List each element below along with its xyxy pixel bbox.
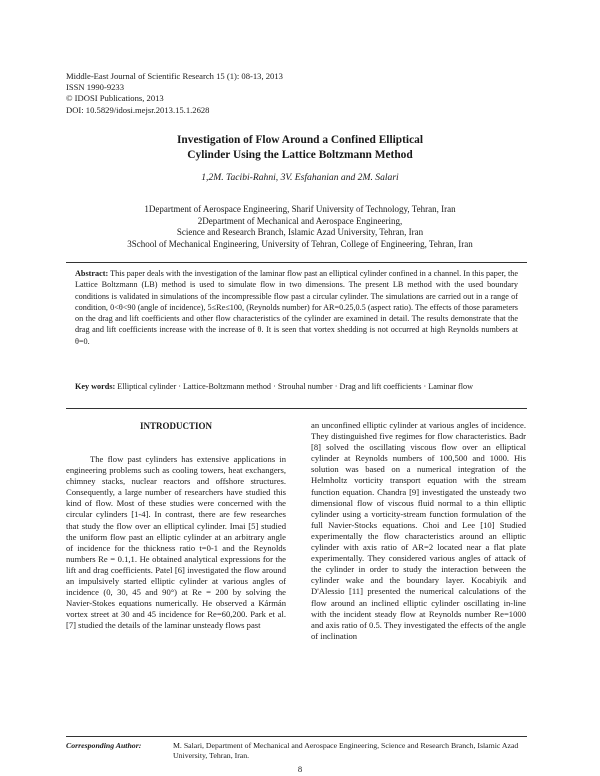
keywords [75, 381, 518, 392]
affiliation: 3School of Mechanical Engineering, University of Tehran, College of Engineering, Tehran, Iran [127, 238, 473, 249]
abstract-top-rule [66, 262, 527, 263]
affiliations [0, 204, 600, 250]
affiliation: 2Department of Mechanical and Aerospace Engineering, [197, 215, 403, 226]
right-column [311, 420, 526, 642]
keywords-bottom-rule [66, 408, 527, 409]
abstract-label: Abstract: [75, 269, 109, 278]
corresponding-author-note [66, 741, 527, 761]
keyword: · Lattice-Boltzmann method [178, 382, 271, 391]
paragraph: The flow past cylinders has extensive applications in engineering problems such as cooling towers, heat exchangers, chimney stacks, nuclear reactors and offshore structures. Consequently, a large number of researchers have studied this kind of flow. Most of these studies were concerned with the circular cylinders [1-4]. In contrast, there are few researches that study the flow over an elliptical cylinder. Imai [5] studied the uniform flow past an elliptic cylinder at an arbitrary angle of incidence for the thickness ratio t=0-1 and the Reynolds numbers Re = 0.1,1. He obtained analytical expressions for the lift and drag coefficients. Patel [6] investigated the flow around an impulsively started elliptic cylinder at various angles of incidence (0, 30, 45 and 90°) at Re = 200 by solving the Navier-Stokes equations numerically. He observed a Kármán vortex street at 30 and 45 incidence for Re=60,200. Park et al. [7] studied the details of the laminar unsteady flows past [66, 454, 286, 631]
keyword: Elliptical cylinder [117, 382, 177, 391]
keywords-label: Key words: [75, 382, 116, 391]
abstract-text: This paper deals with the investigation of the laminar flow past an elliptical cylinder confined in a channel. In this paper, the Lattice Boltzmann (LB) method is used to simulate flow in two dimensions. The present LB method with the used boundary conditions is validated in simulations of the incompressible flow past a circular cylinder. The simulations are carried out in a range of condition, 0<θ<90 (angle of incidence), 5≤Re≤100, (Reynolds number) for AR=0.25,0.5 (aspect ratio). The effects of those parameters on the drag and lift coefficients and other flow characteristics of the cylinder are examined in detail. The results demonstrate that the drag and lift coefficients increase with the increase of θ. It is seen that vortex shedding is not occurred at high Reynolds numbers at θ=0. [75, 269, 519, 346]
left-column [66, 454, 286, 632]
journal-issn: ISSN 1990-9233 [66, 82, 125, 93]
paragraph: an unconfined elliptic cylinder at various angles of incidence. They distinguished five regimes for flow characteristics. Badr [8] solved the oscillating viscous flow over an elliptical cylinder at Reynolds numbers of 100,500 and 1000. His solution was based on a numerical integration of the Helmholtz vorticity transport equation with the stream function equation. Chandra [9] investigated the unsteady two dimensional flow of viscous fluid normal to a thin elliptic cylinder using a vorticity-stream function formulation of the full Navier-Stocks equations. Choi and Lee [10] Studied experimentally the flow characteristics around an elliptic cylinder with axis ratio of AR=2 located near a flat plate experimentally. They considered various angles of attack of the cylinder in order to study the interaction between the cylinder wake and the boundary layer. Kocabiyik and D'Alessio [11] presented the numerical calculations of the flow around an inclined elliptic cylinder oscillating in-line with the incident steady flow at Reynolds number Re=1000 and axis ratio of 0.5. They investigated the effects of the angle of inclination [311, 420, 526, 641]
keyword-list [117, 382, 473, 391]
footnote-rule [66, 736, 527, 737]
footnote-text: M. Salari, Department of Mechanical and Aerospace Engineering, Science and Research Branch, Islamic Azad University, Tehran, Iran. [173, 741, 519, 760]
journal-copyright: © IDOSI Publications, 2013 [66, 93, 164, 104]
affiliation: 1Department of Aerospace Engineering, Sharif University of Technology, Tehran, Iran [144, 204, 456, 214]
keyword: · Laminar flow [423, 382, 473, 391]
title-line-1: Investigation of Flow Around a Confined Elliptical [177, 134, 423, 146]
title-line-2: Cylinder Using the Lattice Boltzmann Method [187, 149, 413, 161]
authors: 1,2M. Tacibi-Rahni, 3V. Esfahanian and 2M. Salari [201, 172, 399, 183]
keyword: · Drag and lift coefficients [335, 382, 422, 391]
paper-title [0, 133, 600, 163]
journal-name: Middle-East Journal of Scientific Research 15 (1): 08-13, 2013 [66, 71, 283, 81]
affiliation: Science and Research Branch, Islamic Azad University, Tehran, Iran [176, 227, 424, 238]
abstract [75, 268, 518, 347]
keyword: · Strouhal number [273, 382, 333, 391]
page-number: 8 [297, 764, 303, 774]
journal-doi: DOI: 10.5829/idosi.mejsr.2013.15.1.2628 [66, 104, 210, 115]
section-heading-introduction: INTRODUCTION [139, 421, 212, 431]
journal-header [66, 71, 283, 116]
footnote-label: Corresponding Author: [66, 741, 142, 750]
